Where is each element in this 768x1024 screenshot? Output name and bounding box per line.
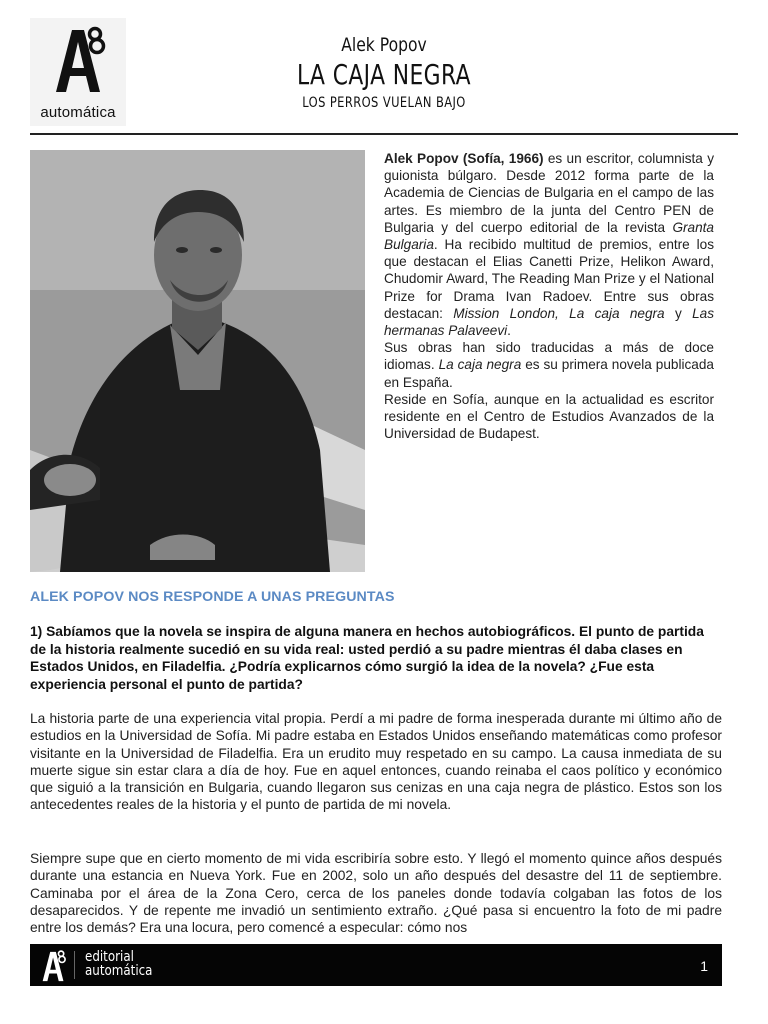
bio-paragraph-1 (384, 150, 714, 339)
page-number: 1 (700, 958, 708, 974)
page-footer (30, 944, 722, 986)
footer-brand-line: editorial (85, 949, 134, 965)
logo-wordmark: automática (40, 104, 116, 121)
bio-text: es un escritor, columnista y guionista búlgaro. Desde 2012 forma parte de la Academia de Ciencias de Bulgaria en el campo de las artes. Es miembro de la junta del Centro PEN de Bulgaria y del cuerpo editorial de la revista (384, 151, 714, 235)
logo-a-icon (52, 24, 108, 96)
footer-brand-line: automática (85, 963, 153, 979)
bio-name-lead: Alek Popov (Sofía, 1966) (384, 151, 544, 166)
bio-book-title: La caja negra (438, 357, 522, 373)
document-header (200, 34, 568, 111)
bio-works: Las hermanas Palaveevi (384, 305, 714, 339)
bio-works: Mission London, La caja negra (453, 305, 665, 321)
interview-answer-paragraph: Siempre supe que en cierto momento de mi vida escribiría sobre esto. Y llegó el momento quince años después durante una estancia en Nueva York. Fue en 2002, solo un año después del desastre del 11 de septiembre. Caminaba por el área de la Zona Cero, cerca de los paneles donde todavía colgaban las fotos de los desaparecidos. Y de repente me invadió un sentimiento extraño. ¿Qué pasa si encuentro la foto de mi padre entre los demás? Era una locura, pero comencé a especular: cómo nos (30, 851, 722, 936)
interview-question: 1) Sabíamos que la novela se inspira de alguna manera en hechos autobiográficos. El punto de partida de la historia realmente sucedió en su vida real: usted perdió a su padre mientras él daba clases en Estados Unidos, en Filadelfia. ¿Podría explicarnos cómo surgió la idea de la novela? ¿Fue esta experiencia personal el punto de partida? (30, 624, 704, 692)
bio-text: es su primera novela publicada en España. (384, 357, 714, 390)
footer-brand (85, 950, 164, 978)
author-name: Alek Popov (341, 34, 427, 56)
bio-paragraph-2 (384, 339, 714, 391)
publisher-logo (30, 18, 126, 126)
collection-name: LOS PERROS VUELAN BAJO (302, 95, 466, 111)
author-bio (384, 150, 714, 442)
book-title: LA CAJA NEGRA (296, 58, 472, 91)
bio-text: . Ha recibido multitud de premios, entre los que destacan el Elias Canetti Prize, Helikon Award, Chudomir Award, The Reading Man Prize y el National Prize for Drama Ivan Radoev. Entre sus obras destacan: (384, 237, 714, 321)
bio-text: Sus obras han sido traducidas a más de doce idiomas. (384, 340, 714, 373)
bio-text: . (507, 323, 511, 339)
bio-magazine: Granta Bulgaria (384, 219, 714, 253)
bio-paragraph-3: Reside en Sofía, aunque en la actualidad es escritor residente en el Centro de Estudios Avanzados de la Universidad de Budapest. (384, 391, 714, 442)
interview-answer-paragraph: La historia parte de una experiencia vital propia. Perdí a mi padre de forma inesperada durante mi último año de estudios en la Universidad de Sofía. Mi padre estaba en Estados Unidos enseñando matemáticas como profesor visitante en la Universidad de Filadelfia. Era un erudito muy respetado en su campo. La causa inmediata de su muerte sigue sin estar clara a día de hoy. Fue en aquel entonces, cuando reinaba el caos político y económico que siguió a la transición en Bulgaria, cuando llegaron sus cenizas en una caja negra de plástico. Estos son los antecedentes reales de la historia y el punto de partida de mi novela. (30, 711, 722, 813)
header-divider (30, 133, 738, 135)
author-photo (30, 150, 365, 572)
footer-divider (74, 951, 75, 979)
bio-text: y (664, 305, 693, 321)
interview-heading: ALEK POPOV NOS RESPONDE A UNAS PREGUNTAS (30, 589, 395, 605)
logo-a-icon (38, 949, 70, 983)
